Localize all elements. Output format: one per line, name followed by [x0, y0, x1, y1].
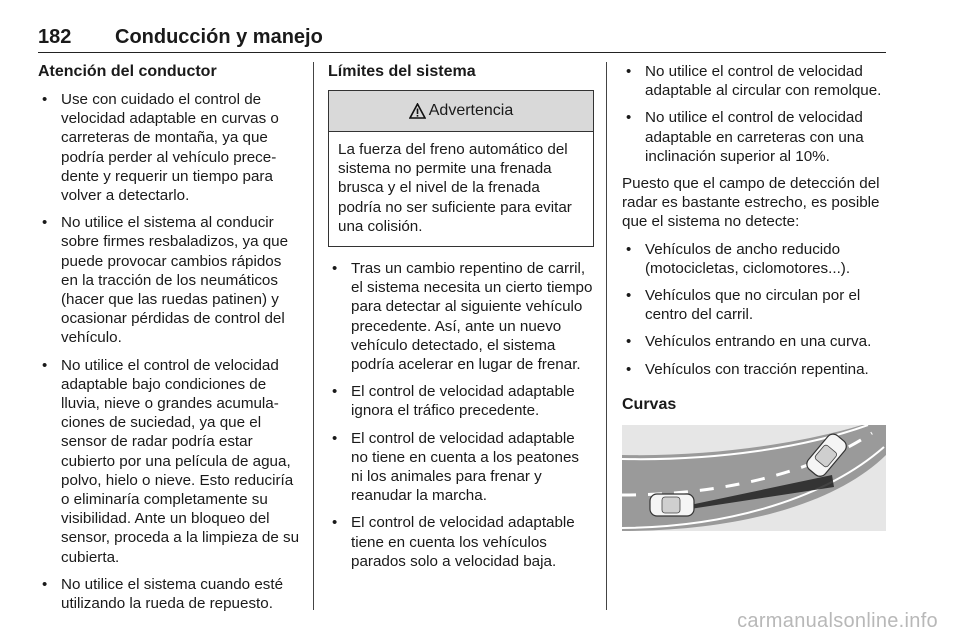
column-divider	[313, 62, 314, 610]
bullet-list	[38, 90, 300, 613]
list-item: • El control de velocidad adaptable ignora el tráfico precedente.	[328, 382, 594, 420]
bullet-list	[328, 259, 594, 571]
bullet-list	[622, 62, 888, 166]
list-item: • No utilice el sistema cuando esté utilizando la rueda de repuesto.	[38, 575, 300, 613]
warning-text: La fuerza del freno automático del sistema no permite una frenada brusca y el nivel de la frenada podría no ser suficiente para evitar una colisión.	[338, 141, 572, 235]
list-item: • Vehículos que no circulan por el centro del carril.	[622, 286, 888, 324]
list-item: • No utilice el control de velocidad adaptable bajo condiciones de lluvia, nieve o grandes acumulaciones de suciedad, ya que el sensor de radar podría estar cubierto por una película de agua, polvo, hielo o nieve. Esto reduciría o eliminaría completamente su visibilidad. Ante un bloqueo del sensor, proceda a la limpieza de su cubierta.	[38, 356, 300, 567]
list-item: • No utilice el control de velocidad adaptable en carreteras con una inclinación superior al 10%.	[622, 108, 888, 166]
list-item: • Vehículos de ancho reducido (motocicletas, ciclomotores...).	[622, 240, 888, 278]
list-item: • El control de velocidad adaptable no tiene en cuenta a los peatones ni los animales para frenar y reanudar la marcha.	[328, 429, 594, 506]
column-right	[622, 62, 888, 536]
warning-box	[328, 90, 594, 247]
bullet-list	[622, 240, 888, 379]
section-heading-driver-attention: Atención del conductor	[38, 63, 217, 80]
section-heading-curves: Curvas	[622, 395, 677, 413]
watermark: carmanualsonline.info	[737, 610, 938, 632]
chapter-title: Conducción y manejo	[115, 26, 323, 48]
curve-radar-illustration	[622, 425, 886, 531]
list-item: • No utilice el sistema al conducir sobre firmes resbaladizos, ya que puede provocar cambios rápidos en la tracción de los neumáticos (hacer que las ruedas patinen) y ocasionar pérdidas de control del vehículo.	[38, 213, 300, 347]
warning-title: Advertencia	[428, 102, 514, 120]
column-divider	[606, 62, 607, 610]
column-left	[38, 62, 300, 621]
page-number: 182	[38, 26, 72, 48]
warning-header	[329, 91, 593, 132]
list-item: • El control de velocidad adaptable tiene en cuenta los vehículos parados solo a velocidad baja.	[328, 513, 594, 571]
list-item: • Vehículos con tracción repentina.	[622, 360, 888, 379]
column-middle	[328, 62, 594, 579]
paragraph: Puesto que el campo de detección del radar es bastante estrecho, es posible que el sistema no detecte:	[622, 175, 880, 231]
warning-triangle-icon	[409, 103, 426, 119]
list-item: • Tras un cambio repentino de carril, el sistema necesita un cierto tiempo para detectar al siguiente vehículo precedente. Así, ante un nuevo vehículo detectado, el sistema podría acelerar en lugar de frenar.	[328, 259, 594, 374]
host-car	[650, 494, 694, 516]
list-item: • Vehículos entrando en una curva.	[622, 332, 888, 351]
list-item: • Use con cuidado el control de velocidad adaptable en curvas o carreteras de montaña, ya que podría perder al vehículo precedente y requerir un tiempo para volver a detectarlo.	[38, 90, 300, 205]
list-item: • No utilice el control de velocidad adaptable al circular con remolque.	[622, 62, 888, 100]
page-header	[38, 24, 886, 53]
section-heading-system-limits: Límites del sistema	[328, 63, 476, 80]
